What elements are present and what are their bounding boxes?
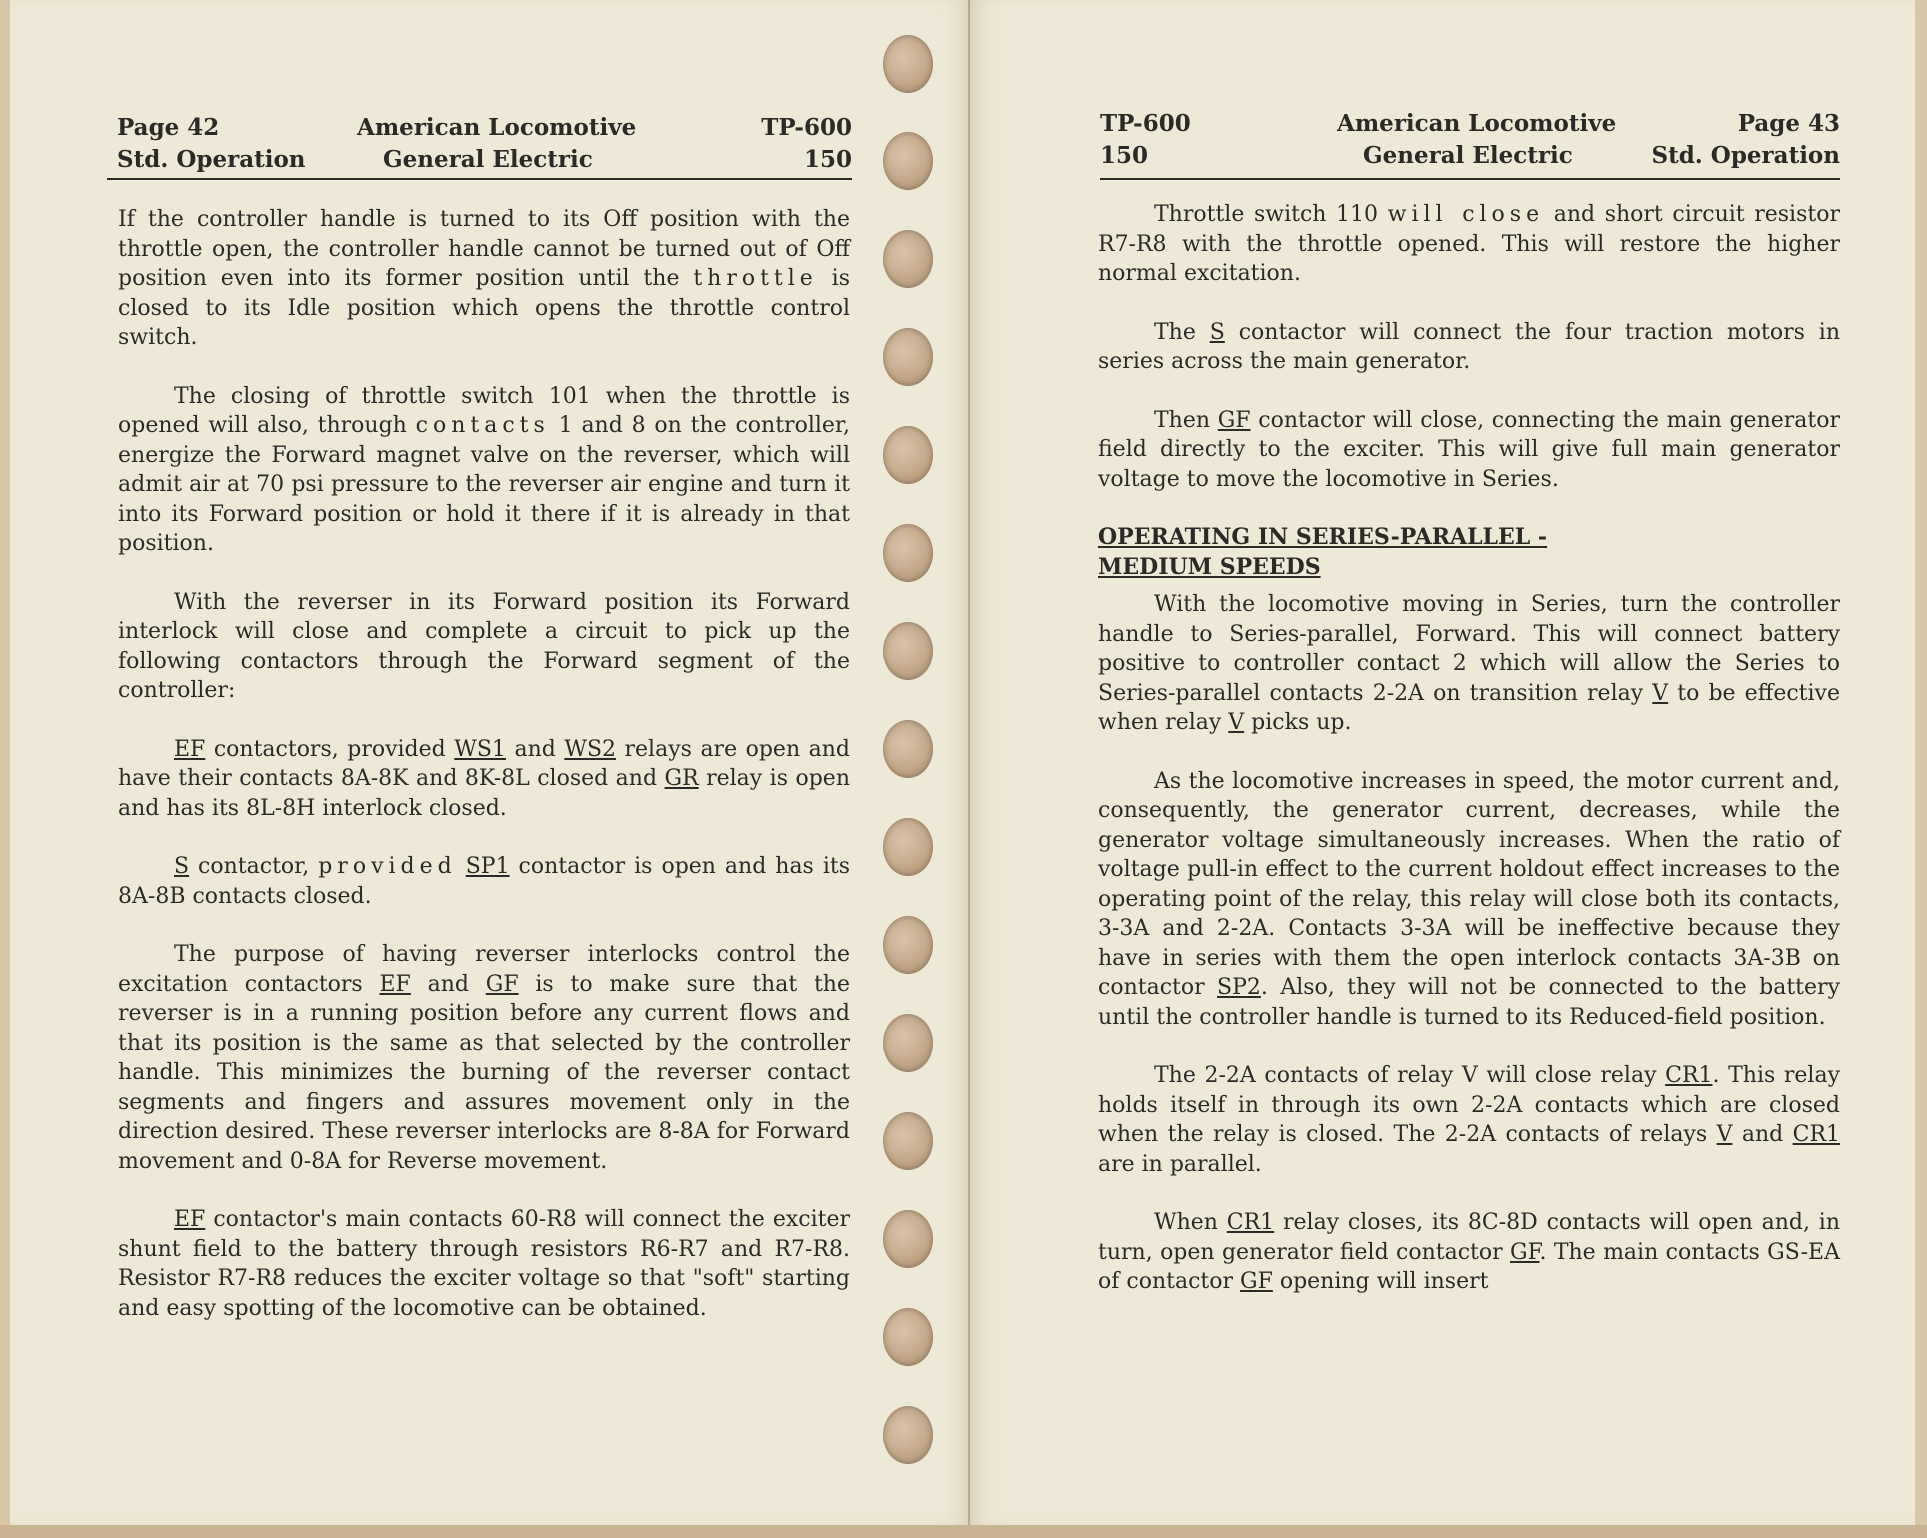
paragraph [118, 205, 850, 353]
paragraph [1098, 590, 1840, 738]
underlined-term: CR1 [1665, 1063, 1713, 1088]
heading-line: OPERATING IN SERIES-PARALLEL - [1098, 524, 1548, 550]
underlined-term: CR1 [1792, 1122, 1841, 1147]
spaced-word: will close [1387, 202, 1545, 227]
underlined-term: GF [1240, 1269, 1273, 1294]
doc-sub-number: 150 [803, 146, 852, 173]
heading-line: MEDIUM SPEEDS [1098, 553, 1321, 580]
underlined-term: WS2 [564, 736, 617, 762]
binding-hole [883, 35, 933, 93]
doc-number: TP-600 [1100, 110, 1191, 137]
page-number: Page 42 [117, 114, 220, 141]
paragraph [118, 1205, 850, 1323]
text-run: is to make sure that the reverser is in a running position before any current flows and that its position is the same as that selected by the controller handle. This minimizes the burning of the reverser contact segments and fingers and assures movement only in the direction desired. These reverser interlocks are 8-8A for Forward movement and 0-8A for Reverse movement. [118, 971, 850, 1174]
binding-hole [883, 524, 933, 582]
text-run: Throttle switch 110 [1154, 202, 1388, 227]
binding-hole [883, 818, 933, 876]
paragraph [1098, 406, 1840, 495]
text-run: and [505, 736, 565, 762]
text-run: contactor will close, connecting the main generator field directly to the exciter. This will give full main generator voltage to move the locomotive in Series. [1098, 407, 1840, 492]
text-run: to be effective when relay [1098, 680, 1840, 735]
text-run: As the locomotive increases in speed, the motor current and, consequently, the generator current, decreases, while the generator voltage simultaneously increases. When the ratio of voltage pull-in effect to the current holdout effect increases to the operating point of the relay, this relay will close both its contacts, 3-3A and 2-2A. Contacts 3-3A will be ineffective because they have in series with them the open interlock contacts 3A-3B on contactor [1098, 768, 1840, 1000]
section-label: Std. Operation [117, 146, 306, 173]
book-spread [10, 0, 1915, 1525]
paragraph [1098, 318, 1840, 377]
binding-hole [883, 1112, 933, 1170]
binding-holes-left [883, 0, 943, 1525]
underlined-term: S [174, 854, 190, 879]
text-run: . This relay holds itself in through its own 2-2A contacts which are closed when the relay is closed. The 2-2A contacts of relays [1098, 1063, 1840, 1147]
underlined-term: V [1228, 710, 1245, 735]
section-label: Std. Operation [1651, 142, 1840, 169]
text-run: is closed to its Idle position which opens the throttle control switch. [118, 266, 850, 350]
underlined-term: EF [174, 1207, 206, 1232]
text-run: If the controller handle is turned to its Off position with the throttle open, the controller handle cannot be turned out of Off position even into its former position until the [118, 207, 850, 291]
text-run: contactor's main contacts 60-R8 will connect the exciter shunt field to the battery through resistors R6-R7 and R7-R8. Resistor R7-R8 reduces the exciter voltage so that "soft" starting and easy spotting of the locomotive can be obtained. [118, 1207, 850, 1321]
binding-hole [883, 1014, 933, 1072]
binding-hole [883, 132, 933, 190]
paragraph [118, 382, 850, 559]
underlined-term: GF [1510, 1239, 1540, 1265]
text-run: contactor, [189, 854, 319, 879]
text-run: opening will insert [1272, 1269, 1489, 1294]
binding-hole [883, 720, 933, 778]
header-title-line1: American Locomotive [357, 114, 637, 141]
paragraph [118, 735, 850, 824]
right-page-header [1100, 108, 1840, 180]
text-run: relays are open and have their contacts 8A-8K and 8K-8L closed and [118, 736, 850, 791]
text-run: When [1154, 1210, 1227, 1235]
text-run: 1 and 8 on the controller, energize the Forward magnet valve on the reverser, which will admit air at 70 psi pressure to the reverser air engine and turn it into its Forward position or hold it there if it is already in that position. [118, 413, 850, 556]
text-run: relay is open and has its 8L-8H interlock closed. [118, 766, 850, 821]
underlined-term: EF [379, 971, 411, 997]
left-page-header [107, 108, 852, 180]
doc-sub-number: 150 [1100, 142, 1149, 169]
text-run: With the locomotive moving in Series, turn the controller handle to Series-parallel, Forward. This will connect battery positive to controller contact 2 which will allow the Series to Series-parallel contacts 2-2A on transition relay [1098, 592, 1840, 706]
binding-hole [883, 328, 933, 386]
spaced-word: provided [318, 854, 457, 879]
binding-hole [883, 916, 933, 974]
right-page [970, 0, 1915, 1525]
underlined-term: V [1716, 1122, 1733, 1147]
left-page-body [118, 205, 850, 1352]
text-run: contactor is open and has its 8A-8B contacts closed. [118, 854, 850, 909]
header-title-line2: General Electric [1363, 142, 1573, 169]
text-run: The purpose of having reverser interlocks control the excitation contactors [118, 942, 850, 997]
text-run: and [1732, 1122, 1793, 1147]
doc-number: TP-600 [761, 114, 852, 141]
binding-hole [883, 1406, 933, 1464]
paragraph [1098, 767, 1840, 1033]
text-run: . The main contacts GS-EA of contactor [1098, 1239, 1840, 1294]
left-page [10, 0, 970, 1525]
right-page-body [1098, 200, 1840, 1326]
text-run: are in parallel. [1098, 1151, 1262, 1177]
text-run: and [410, 971, 486, 997]
text-run: and short circuit resistor R7-R8 with the throttle opened. This will restore the higher normal excitation. [1098, 202, 1840, 286]
section-heading [1098, 523, 1840, 582]
text-run: Then [1154, 407, 1218, 433]
underlined-term: SP1 [465, 854, 510, 879]
text-run: The 2-2A contacts of relay V will close relay [1154, 1063, 1666, 1088]
header-title-line2: General Electric [383, 146, 593, 173]
paragraph [1098, 200, 1840, 289]
paragraph [1098, 1208, 1840, 1297]
underlined-term: S [1209, 319, 1225, 345]
underlined-term: CR1 [1226, 1210, 1275, 1235]
text-run: picks up. [1244, 710, 1352, 735]
spaced-word: throttle [693, 266, 818, 291]
text-run: contactors, provided [205, 736, 455, 762]
text-run: The closing of throttle switch 101 when the throttle is opened will also, through [118, 383, 850, 438]
underlined-term: V [1652, 680, 1669, 706]
underlined-term: WS1 [454, 736, 506, 762]
spaced-word: contacts [415, 413, 550, 438]
underlined-term: GR [664, 766, 699, 791]
binding-hole [883, 1308, 933, 1366]
underlined-term: GF [1217, 407, 1251, 433]
binding-hole [883, 230, 933, 288]
underlined-term: SP2 [1217, 975, 1261, 1000]
underlined-term: GF [485, 971, 519, 997]
scan-background-edge [0, 1525, 1927, 1538]
text-run: The [1154, 319, 1210, 345]
text-run: relay closes, its 8C-8D contacts will open and, in turn, open generator field contactor [1098, 1210, 1840, 1265]
paragraph [118, 940, 850, 1176]
paragraph [1098, 1061, 1840, 1179]
text-run: contactor will connect the four traction motors in series across the main generator. [1098, 319, 1841, 374]
binding-hole [883, 622, 933, 680]
binding-hole [883, 426, 933, 484]
paragraph: With the reverser in its Forward position its Forward interlock will close and complete a circuit to pick up the following contactors through the Forward segment of the controller: [118, 589, 850, 703]
page-number: Page 43 [1737, 110, 1840, 137]
underlined-term: EF [174, 736, 206, 762]
paragraph [118, 852, 850, 911]
header-title-line1: American Locomotive [1337, 110, 1617, 137]
text-run: . Also, they will not be connected to the battery until the controller handle is turned to its Reduced-field position. [1098, 975, 1840, 1030]
binding-hole [883, 1210, 933, 1268]
